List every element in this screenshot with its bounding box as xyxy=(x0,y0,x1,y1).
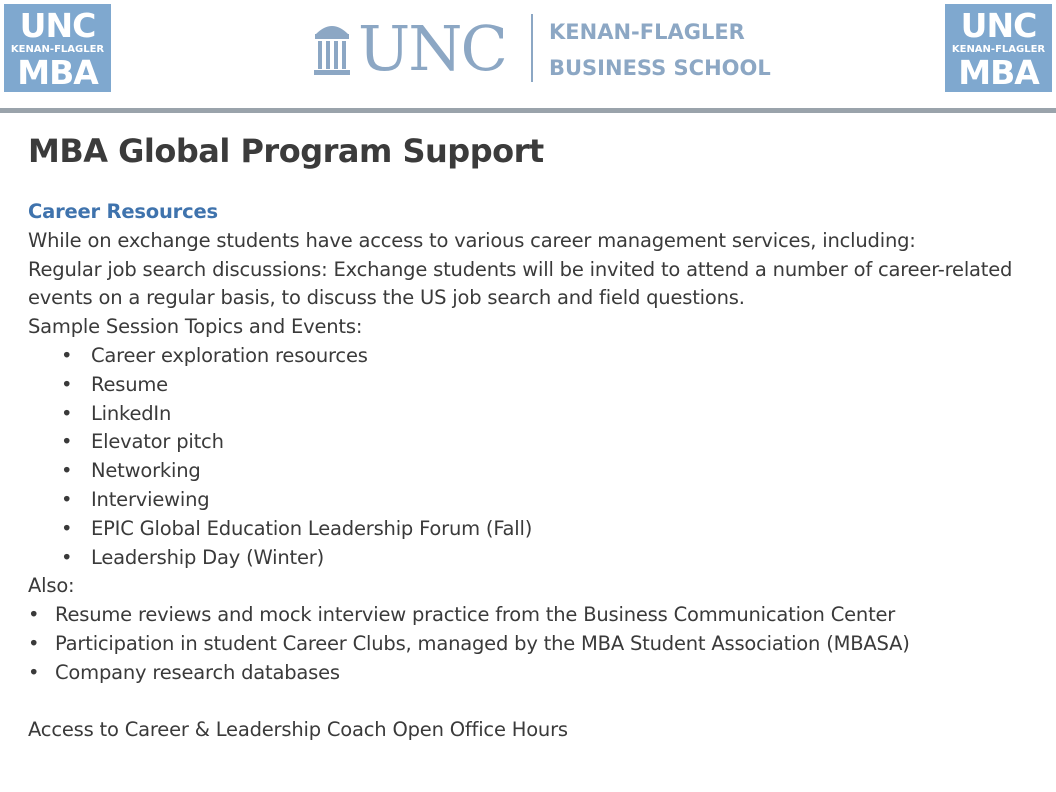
logo-text-unc: UNC xyxy=(19,6,96,45)
logo-divider xyxy=(531,14,533,82)
unc-mba-logo-right xyxy=(945,4,1052,92)
list-item: • Resume xyxy=(28,371,1038,400)
list-item: • Interviewing xyxy=(28,486,1038,515)
list-item: • Company research databases xyxy=(28,659,1038,688)
intro-paragraph: While on exchange students have access to various career management services, including: xyxy=(28,228,916,252)
logo-text-kenan-flagler: KENAN-FLAGLER xyxy=(951,44,1046,55)
list-item: • Career exploration resources xyxy=(28,342,1038,371)
header-rule xyxy=(0,108,1056,113)
body-text xyxy=(28,198,1038,745)
logo-text-unc: UNC xyxy=(960,6,1037,45)
list-item: • Resume reviews and mock interview practice from the Business Communication Center xyxy=(28,601,1038,630)
job-search-paragraph: Regular job search discussions: Exchange students will be invited to attend a number of career-related events on a regular basis, to discuss the US job search and field questions. xyxy=(28,257,1013,310)
unc-kenan-flagler-logo xyxy=(312,12,771,85)
unc-wordmark: UNC xyxy=(358,12,506,85)
page-title: MBA Global Program Support xyxy=(28,132,544,170)
list-item: • Networking xyxy=(28,457,1038,486)
list-item: • LinkedIn xyxy=(28,400,1038,429)
spacer xyxy=(28,688,1038,717)
list-item: • Participation in student Career Clubs, managed by the MBA Student Association (MBASA) xyxy=(28,630,1038,659)
school-name-line1: KENAN-FLAGLER xyxy=(549,20,745,44)
page-header xyxy=(0,0,1056,108)
logo-text-kenan-flagler: KENAN-FLAGLER xyxy=(10,44,105,55)
topics-heading: Sample Session Topics and Events: xyxy=(28,315,363,339)
old-well-icon xyxy=(312,18,352,78)
school-name-line2: BUSINESS SCHOOL xyxy=(549,56,771,80)
also-list xyxy=(28,601,1038,687)
also-heading: Also: xyxy=(28,574,75,598)
section-title: Career Resources xyxy=(28,200,218,223)
logo-text-mba: MBA xyxy=(958,53,1039,92)
list-item: • EPIC Global Education Leadership Forum (Fall) xyxy=(28,515,1038,544)
logo-text-mba: MBA xyxy=(17,53,98,92)
unc-mba-logo-left xyxy=(4,4,111,92)
slide-content xyxy=(28,130,1038,745)
list-item: • Elevator pitch xyxy=(28,428,1038,457)
closing-line: Access to Career & Leadership Coach Open Office Hours xyxy=(28,718,568,742)
topics-list xyxy=(28,342,1038,572)
list-item: • Leadership Day (Winter) xyxy=(28,544,1038,573)
